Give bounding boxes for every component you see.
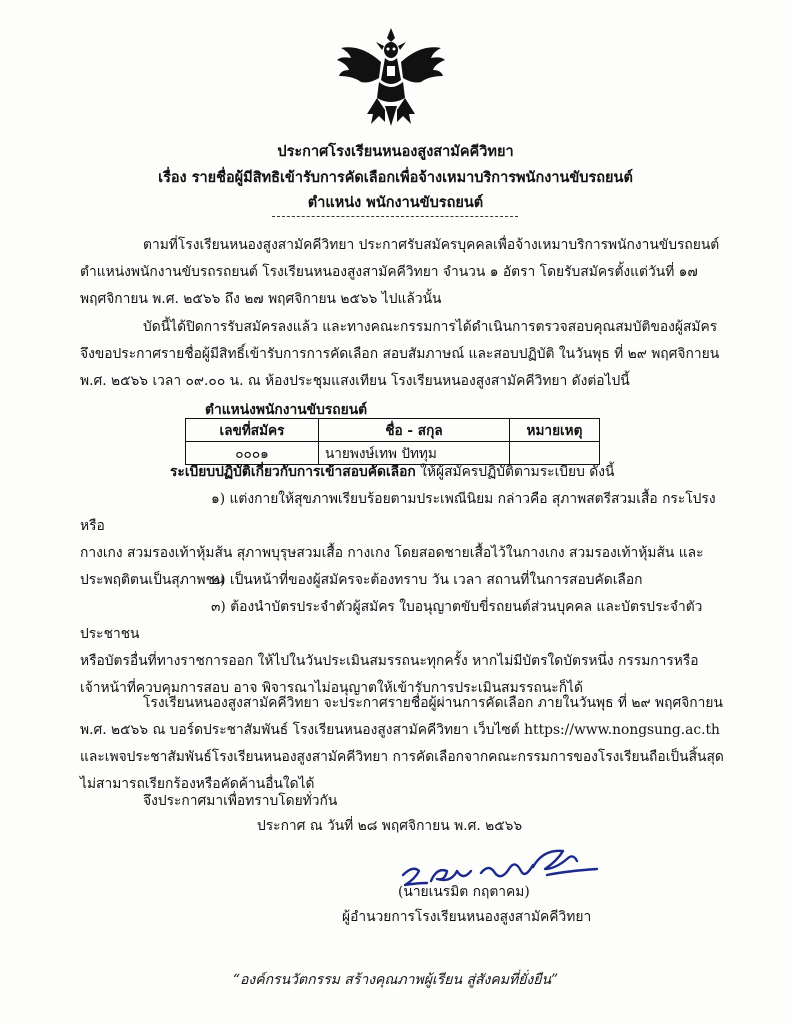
rule-3-line: หรือบัตรอื่นที่ทางราชการออก ให้ไปในวันประเมินสมรรถนะทุกครั้ง หากไม่มีบัตรใดบัตรหนึ่ง กรรมการหรือ (80, 653, 699, 669)
paragraph-2-line: พ.ศ. ๒๕๖๖ เวลา ๐๙.๐๐ น. ณ ห้องประชุมแสงเทียน โรงเรียนหนองสูงสามัคคีวิทยา ดังต่อไปนี้ (80, 373, 630, 389)
rule-1-line: ๑) แต่งกายให้สุขภาพเรียบร้อยตามประเพณีนิยม กล่าวคือ สุภาพสตรีสวมเสื้อ กระโปรงหรือ (80, 491, 716, 534)
garuda-emblem-icon (335, 26, 447, 132)
title-divider (272, 216, 518, 217)
paragraph-1-line: ตำแหน่งพนักงานขับรถรถยนต์ โรงเรียนหนองสูงสามัคคีวิทยา จำนวน ๑ อัตรา โดยรับสมัครตั้งแต่วันที่ ๑๗ (80, 264, 698, 280)
announcement-subject: เรื่อง รายชื่อผู้มีสิทธิเข้ารับการคัดเลือกเพื่อจ้างเหมาบริการพนักงานขับรถยนต์ (158, 169, 633, 186)
rules-heading-bold: ระเบียบปฏิบัติเกี่ยวกับการเข้าสอบคัดเลือก (170, 464, 416, 480)
paragraph-2 (80, 314, 730, 395)
date-line: ประกาศ ณ วันที่ ๒๘ พฤศจิกายน พ.ศ. ๒๕๖๖ (257, 818, 523, 834)
applicant-table (185, 418, 600, 465)
paragraph-2-line: บัดนี้ได้ปิดการรับสมัครลงแล้ว และทางคณะกรรมการได้ดำเนินการตรวจสอบคุณสมบัติของผู้สมัคร (143, 319, 718, 335)
rule-3-line: เจ้าหน้าที่ควบคุมการสอบ อาจ พิจารณาไม่อนุญาตให้เข้ารับการประเมินสมรรถนะก็ได้ (80, 680, 583, 696)
rule-2: ๒) เป็นหน้าที่ของผู้สมัครจะต้องทราบ วัน เวลา สถานที่ในการสอบคัดเลือก (211, 572, 643, 588)
paragraph-3-line: และเพจประชาสัมพันธ์โรงเรียนหนองสูงสามัคคีวิทยา การคัดเลือกจากคณะกรรมการของโรงเรียนถือเป็นสิ้นสุด (80, 749, 724, 765)
cell-application-no: ๐๐๐๑ (186, 442, 319, 465)
paragraph-1 (80, 232, 730, 313)
closing-line: จึงประกาศมาเพื่อทราบโดยทั่วกัน (143, 793, 338, 809)
column-header-full-name: ชื่อ - สกุล (319, 419, 510, 442)
signatory-name: (นายเนรมิต กฤตาคม) (398, 884, 530, 900)
table-caption: ตำแหน่งพนักงานขับรถยนต์ (205, 402, 368, 418)
rule-1-line: ประพฤติตนเป็นสุภาพชน (80, 572, 225, 588)
rules-heading (170, 459, 730, 486)
signatory-title: ผู้อำนวยการโรงเรียนหนองสูงสามัคคีวิทยา (342, 909, 592, 925)
cell-full-name: นายพงษ์เทพ ปัททุม (319, 442, 510, 465)
rule-1-line: กางเกง สวมรองเท้าหุ้มส้น สุภาพบุรุษสวมเสื้อ กางเกง โดยสอดชายเสื้อไว้ในกางเกง สวมรองเท้าหุ้มส้น และ (80, 545, 704, 561)
paragraph-3 (80, 690, 730, 798)
paragraph-1-line: ตามที่โรงเรียนหนองสูงสามัคคีวิทยา ประกาศรับสมัครบุคคลเพื่อจ้างเหมาบริการพนักงานขับรถยนต์ (143, 237, 720, 253)
paragraph-3-line: พ.ศ. ๒๕๖๖ ณ บอร์ดประชาสัมพันธ์ โรงเรียนหนองสูงสามัคคีวิทยา เว็บไซต์ https://www.nongsung.ac.th (80, 722, 720, 738)
paragraph-1-line: พฤศจิกายน พ.ศ. ๒๕๖๖ ถึง ๒๗ พฤศจิกายน ๒๕๖๖ ไปแล้วนั้น (80, 291, 442, 307)
school-motto: “องค์กรนวัตกรรม สร้างคุณภาพผู้เรียน สู่สังคมที่ยั่งยืน” (232, 972, 559, 988)
rule-3 (80, 594, 730, 702)
rules-heading-tail: ให้ผู้สมัครปฏิบัติตามระเบียบ ดังนี้ (415, 464, 615, 480)
column-header-remarks: หมายเหตุ (510, 419, 600, 442)
paragraph-3-line: โรงเรียนหนองสูงสามัคคีวิทยา จะประกาศรายชื่อผู้ผ่านการคัดเลือก ภายในวันพุธ ที่ ๒๙ พฤศจิกายน (143, 695, 723, 711)
paragraph-3-line: ไม่สามารถเรียกร้องหรือคัดค้านอื่นใดได้ (80, 776, 315, 792)
table-header-row (186, 419, 600, 442)
paragraph-2-line: จึงขอประกาศรายชื่อผู้มีสิทธิ์เข้ารับการการคัดเลือก สอบสัมภาษณ์ และสอบปฏิบัติ ในวันพุธ ที่ ๒๙ พฤศจิกายน (80, 346, 720, 362)
column-header-application-no: เลขที่สมัคร (186, 419, 319, 442)
rule-3-line: ๓) ต้องนำบัตรประจำตัวผู้สมัคร ใบอนุญาตขับขี่รถยนต์ส่วนบุคคล และบัตรประจำตัวประชาชน (80, 599, 703, 642)
announcement-position: ตำแหน่ง พนักงานขับรถยนต์ (307, 194, 484, 211)
announcement-title: ประกาศโรงเรียนหนองสูงสามัคคีวิทยา (277, 143, 514, 160)
